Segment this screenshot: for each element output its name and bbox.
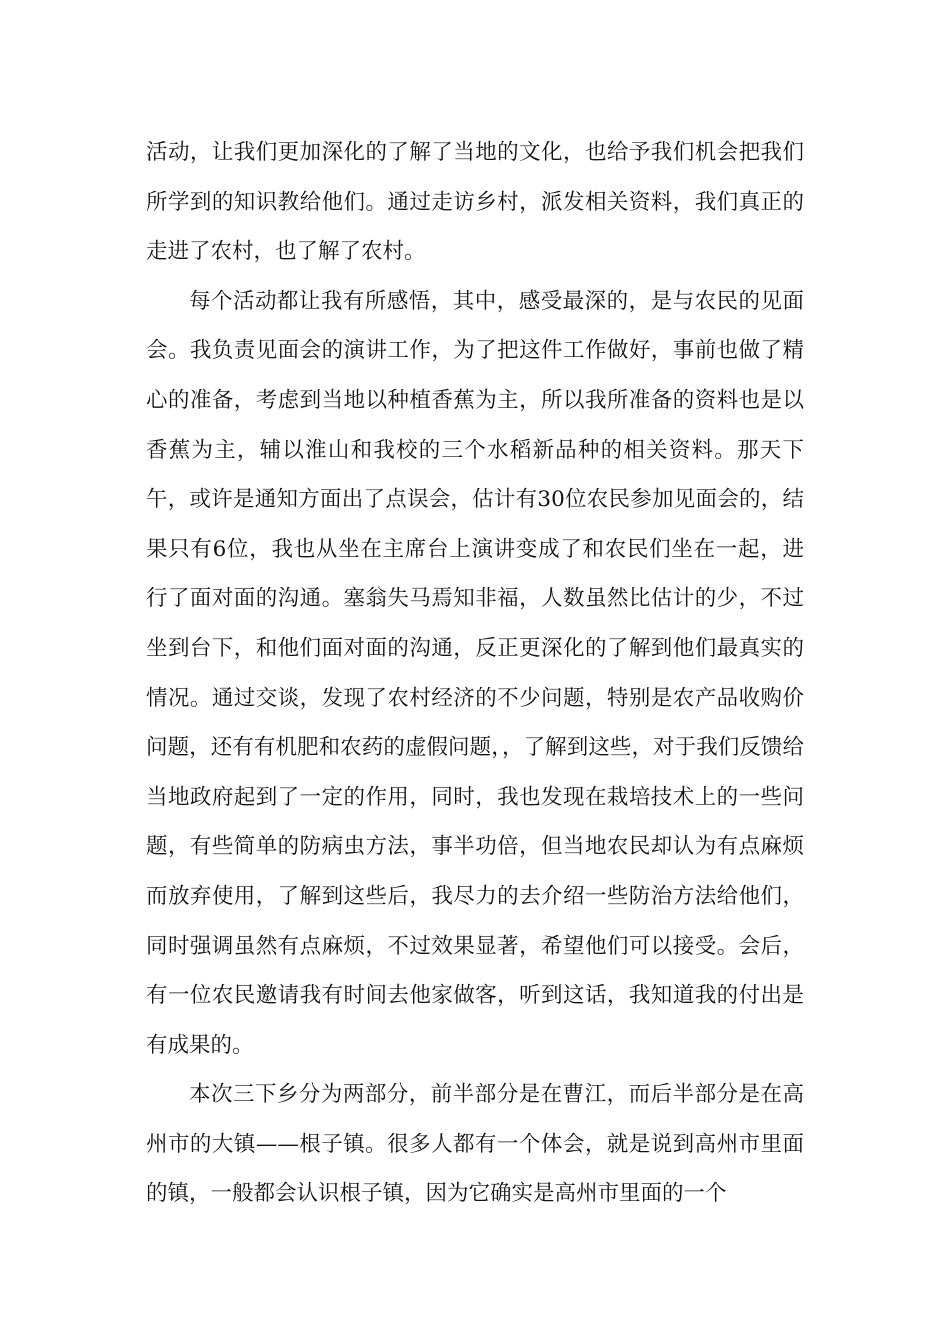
paragraph-2: 每个活动都让我有所感悟，其中，感受最深的，是与农民的见面会。我负责见面会的演讲工作，为了把这件工作做好，事前也做了精心的准备，考虑到当地以种植香蕉为主，所以我所准备的资料也是以香蕉为主，辅以淮山和我校的三个水稻新品种的相关资料。那天下午，或许是通知方面出了点误会，估计有30位农民参加见面会的，结果只有6位，我也从坐在主席台上演讲变成了和农民们坐在一起，进行了面对面的沟通。塞翁失马焉知非福，人数虽然比估计的少，不过坐到台下，和他们面对面的沟通，反正更深化的了解到他们最真实的情况。通过交谈，发现了农村经济的不少问题，特别是农产品收购价问题，还有有机肥和农药的虚假问题，，了解到这些，对于我们反馈给当地政府起到了一定的作用，同时，我也发现在栽培技术上的一些问题，有些简单的防病虫方法，事半功倍，但当地农民却认为有点麻烦而放弃使用，了解到这些后，我尽力的去介绍一些防治方法给他们，同时强调虽然有点麻烦，不过效果显著，希望他们可以接受。会后，有一位农民邀请我有时间去他家做客，听到这话，我知道我的付出是有成果的。: [146, 288, 804, 1058]
paragraph-3: 本次三下乡分为两部分，前半部分是在曹江，而后半部分是在高州市的大镇——根子镇。很多人都有一个体会，就是说到高州市里面的镇，一般都会认识根子镇，因为它确实是高州市里面的一个: [146, 1082, 804, 1207]
paragraph-1: 活动，让我们更加深化的了解了当地的文化，也给予我们机会把我们所学到的知识教给他们。通过走访乡村，派发相关资料，我们真正的走进了农村，也了解了农村。: [146, 140, 804, 265]
body-text: [146, 128, 804, 1219]
